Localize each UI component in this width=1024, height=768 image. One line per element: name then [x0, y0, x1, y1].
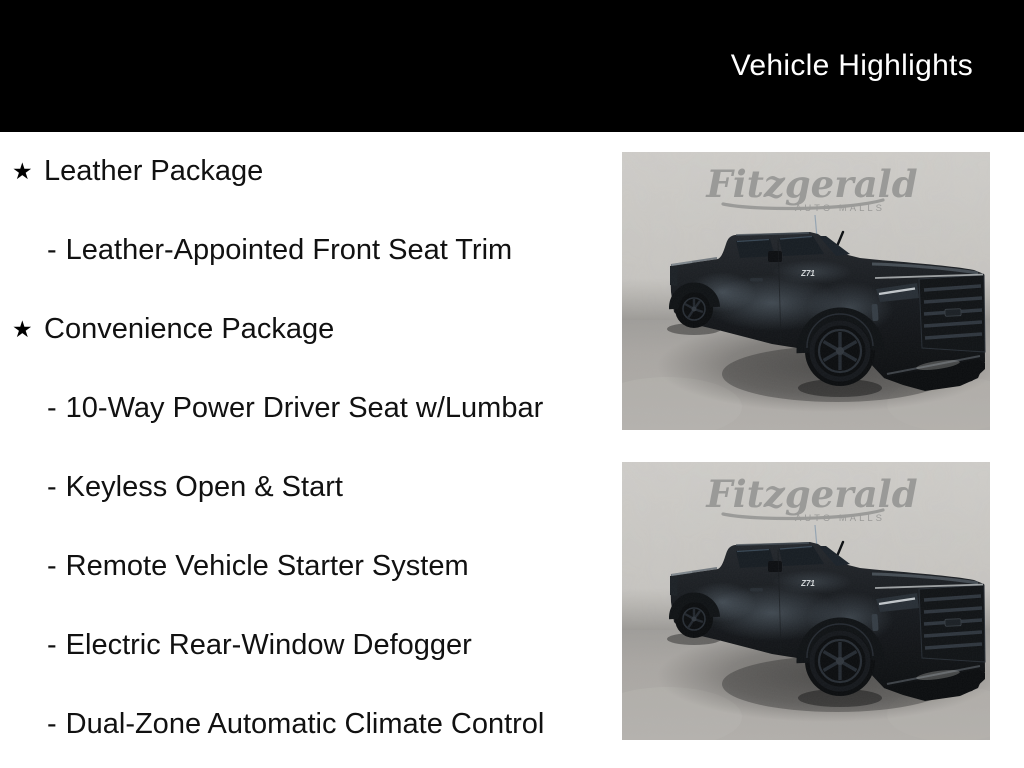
dash-bullet: - [47, 392, 57, 424]
feature-label: Keyless Open & Start [65, 471, 343, 503]
watermark-brand: Fitzgerald [706, 472, 918, 516]
feature-label: Leather Package [44, 155, 264, 187]
feature-label: Dual-Zone Automatic Climate Control [65, 708, 545, 740]
dash-bullet: - [47, 629, 57, 661]
star-bullet-icon: ★ [12, 158, 33, 184]
feature-leather-package [0, 132, 615, 211]
truck-illustration [622, 462, 990, 740]
feature-list [0, 132, 615, 764]
feature-keyless-open-start [0, 448, 615, 527]
dash-bullet: - [47, 471, 57, 503]
z71-badge: Z71 [801, 579, 815, 588]
feature-label: Electric Rear-Window Defogger [65, 629, 472, 661]
vehicle-photo-top [622, 152, 990, 430]
vehicle-photo-bottom [622, 462, 990, 740]
watermark-brand: Fitzgerald [706, 162, 918, 206]
truck-illustration [622, 152, 990, 430]
feature-label: Convenience Package [44, 313, 335, 345]
feature-label: Leather-Appointed Front Seat Trim [65, 234, 513, 266]
watermark-tagline: AUTO MALLS [794, 203, 886, 214]
feature-dual-zone-climate [0, 685, 615, 764]
feature-rear-window-defogger [0, 606, 615, 685]
header-bar [0, 0, 1024, 132]
dash-bullet: - [47, 234, 57, 266]
page-title: Vehicle Highlights [730, 49, 973, 82]
dash-bullet: - [47, 550, 57, 582]
watermark-tagline: AUTO MALLS [794, 513, 886, 524]
star-bullet-icon: ★ [12, 316, 33, 342]
feature-convenience-package [0, 290, 615, 369]
z71-badge: Z71 [801, 269, 815, 278]
feature-label: 10-Way Power Driver Seat w/Lumbar [65, 392, 544, 424]
feature-remote-starter [0, 527, 615, 606]
feature-label: Remote Vehicle Starter System [65, 550, 469, 582]
dash-bullet: - [47, 708, 57, 740]
feature-power-driver-seat [0, 369, 615, 448]
feature-leather-appointed-front-seat-trim [0, 211, 615, 290]
